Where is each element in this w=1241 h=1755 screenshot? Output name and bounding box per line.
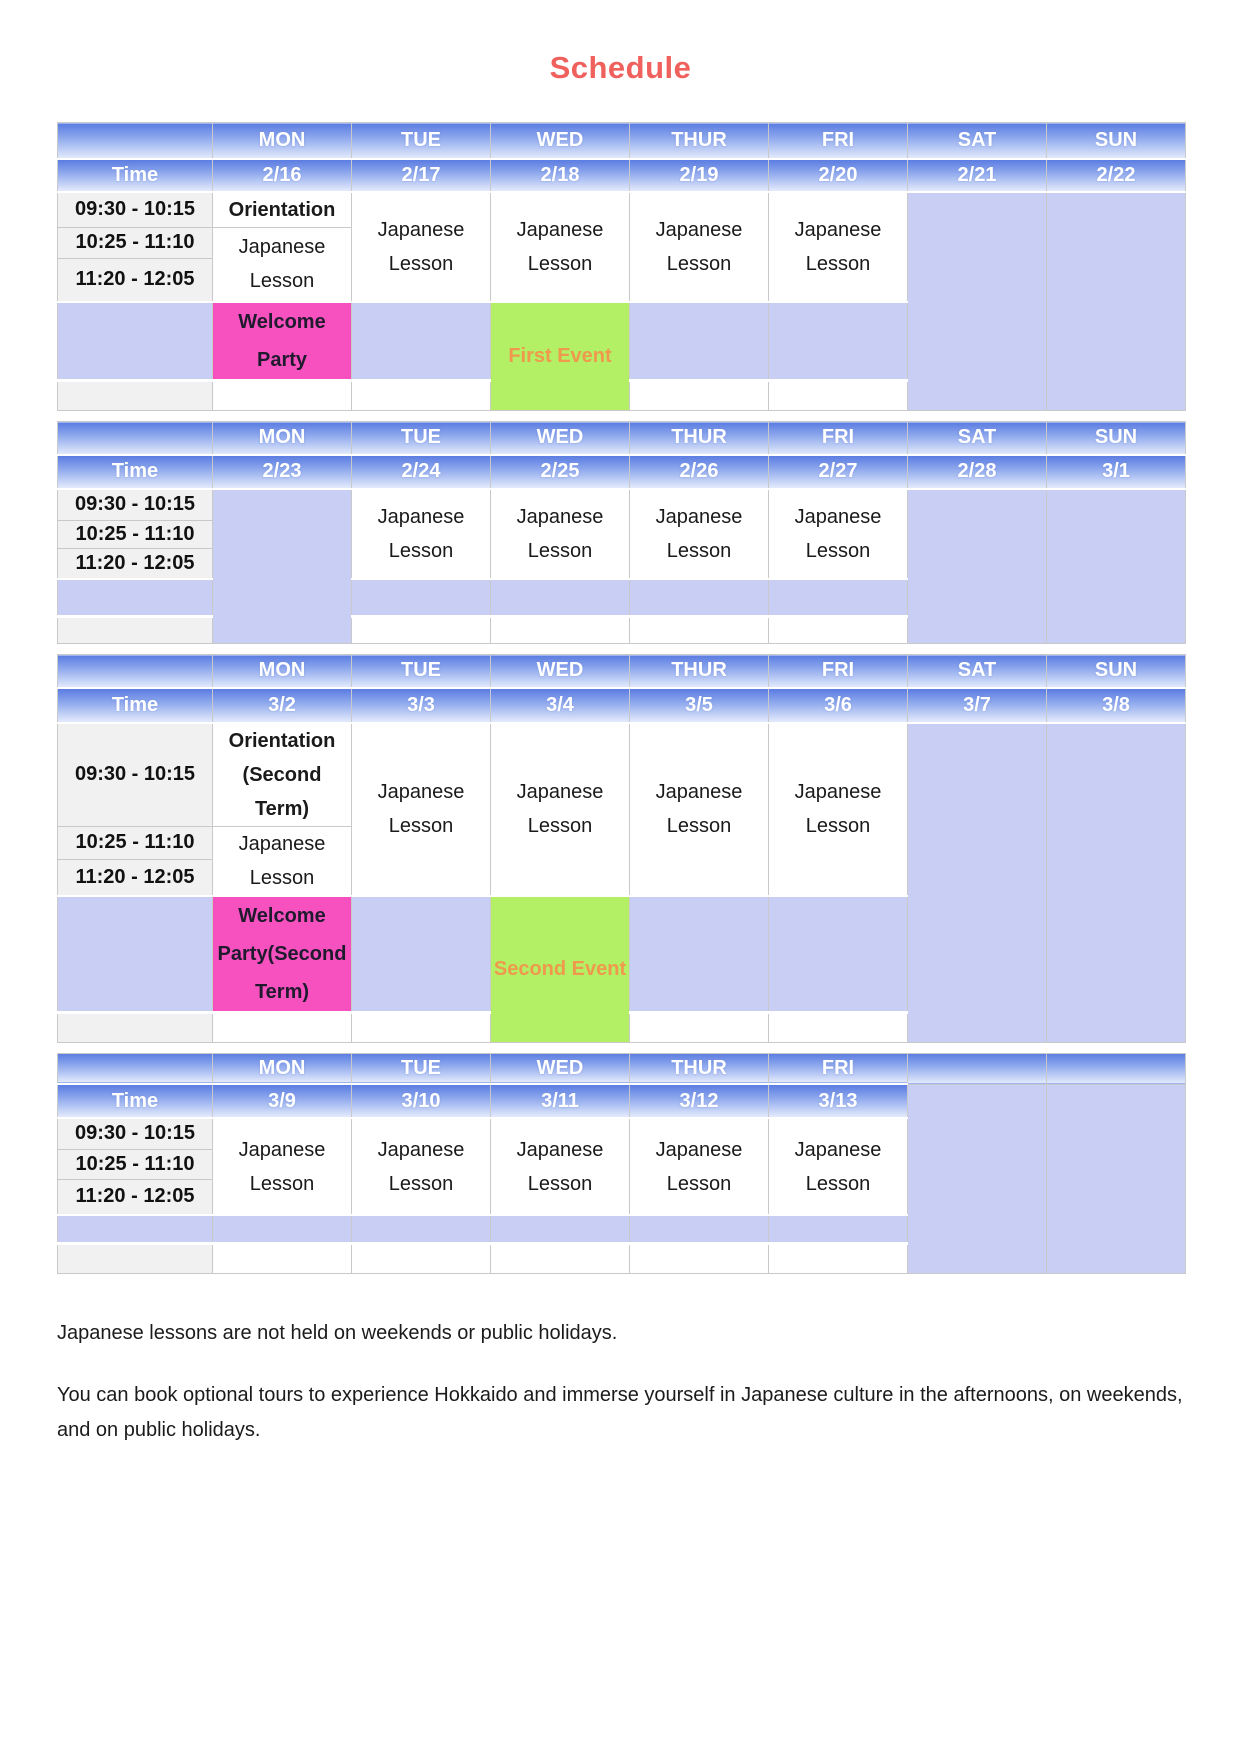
empty-cell xyxy=(213,1012,352,1042)
corner-cell xyxy=(58,655,213,688)
time-header-cell: Time xyxy=(58,1084,213,1118)
afternoon-cell xyxy=(58,302,213,381)
time-slot-cell: 09:30 - 10:15 xyxy=(58,489,213,521)
empty-cell xyxy=(213,1243,352,1273)
time-slot-cell: 10:25 - 11:10 xyxy=(58,1149,213,1179)
day-header-cell: MON xyxy=(213,655,352,688)
day-header-cell: SAT xyxy=(908,123,1047,159)
orientation-cell: Orientation (Second Term) xyxy=(213,723,352,827)
date-header-cell: 2/25 xyxy=(491,455,630,489)
afternoon-cell xyxy=(58,1215,213,1243)
date-header-cell: 3/1 xyxy=(1047,455,1186,489)
day-header-cell: MON xyxy=(213,123,352,159)
time-header-cell: Time xyxy=(58,455,213,489)
day-header-cell: MON xyxy=(213,422,352,455)
empty-cell xyxy=(769,617,908,644)
empty-cell xyxy=(213,381,352,411)
afternoon-cell xyxy=(630,579,769,617)
lesson-cell: Japanese Lesson xyxy=(491,192,630,303)
date-header-cell: 2/21 xyxy=(908,159,1047,192)
second-event-cell: Second Event xyxy=(491,896,630,1043)
date-header-cell: 2/16 xyxy=(213,159,352,192)
afternoon-cell xyxy=(352,579,491,617)
lesson-cell: Japanese Lesson xyxy=(769,723,908,896)
date-header-cell: 3/13 xyxy=(769,1084,908,1118)
holiday-cell-sun xyxy=(1047,192,1186,411)
day-header-cell: WED xyxy=(491,123,630,159)
holiday-cell-sun xyxy=(1047,489,1186,644)
lesson-cell: Japanese Lesson xyxy=(491,489,630,579)
empty-cell xyxy=(491,617,630,644)
time-header-cell: Time xyxy=(58,688,213,723)
day-header-cell: FRI xyxy=(769,1053,908,1084)
day-header-cell: THUR xyxy=(630,123,769,159)
date-header-cell: 2/26 xyxy=(630,455,769,489)
orientation-cell: Orientation xyxy=(213,192,352,228)
date-header-cell: 2/19 xyxy=(630,159,769,192)
afternoon-cell xyxy=(769,302,908,381)
afternoon-cell xyxy=(769,896,908,1013)
day-header-cell: TUE xyxy=(352,1053,491,1084)
holiday-cell-sat xyxy=(908,1084,1047,1273)
empty-cell xyxy=(491,1243,630,1273)
day-header-cell: SAT xyxy=(908,655,1047,688)
day-header-cell: WED xyxy=(491,422,630,455)
corner-cell xyxy=(58,1053,213,1084)
empty-time-cell xyxy=(58,1243,213,1273)
lesson-cell: Japanese Lesson xyxy=(630,489,769,579)
afternoon-cell xyxy=(352,302,491,381)
day-header-cell-empty xyxy=(908,1053,1047,1084)
date-header-cell: 2/27 xyxy=(769,455,908,489)
date-header-cell: 3/8 xyxy=(1047,688,1186,723)
empty-cell xyxy=(352,1243,491,1273)
day-header-cell: WED xyxy=(491,1053,630,1084)
first-event-cell: First Event xyxy=(491,302,630,411)
empty-cell xyxy=(769,1243,908,1273)
holiday-cell-sat xyxy=(908,489,1047,644)
empty-cell xyxy=(630,381,769,411)
day-header-cell: MON xyxy=(213,1053,352,1084)
holiday-cell-mon xyxy=(213,489,352,644)
corner-cell xyxy=(58,123,213,159)
time-slot-cell: 09:30 - 10:15 xyxy=(58,1118,213,1149)
lesson-cell: Japanese Lesson xyxy=(352,192,491,303)
empty-cell xyxy=(352,1012,491,1042)
week-3-table xyxy=(57,654,1186,1043)
time-slot-cell: 09:30 - 10:15 xyxy=(58,192,213,228)
date-header-cell: 2/17 xyxy=(352,159,491,192)
lesson-cell: Japanese Lesson xyxy=(213,1118,352,1215)
time-slot-cell: 10:25 - 11:10 xyxy=(58,227,213,258)
date-header-cell: 3/11 xyxy=(491,1084,630,1118)
date-header-cell: 2/22 xyxy=(1047,159,1186,192)
lesson-cell: Japanese Lesson xyxy=(630,723,769,896)
week-4-table xyxy=(57,1053,1186,1274)
time-slot-cell: 11:20 - 12:05 xyxy=(58,859,213,895)
date-header-cell: 3/7 xyxy=(908,688,1047,723)
date-header-cell: 3/4 xyxy=(491,688,630,723)
holiday-cell-sun xyxy=(1047,723,1186,1043)
date-header-cell: 2/23 xyxy=(213,455,352,489)
day-header-cell: FRI xyxy=(769,422,908,455)
empty-time-cell xyxy=(58,381,213,411)
time-slot-cell: 10:25 - 11:10 xyxy=(58,826,213,859)
afternoon-cell xyxy=(630,302,769,381)
day-header-cell: TUE xyxy=(352,123,491,159)
time-slot-cell: 10:25 - 11:10 xyxy=(58,521,213,549)
date-header-cell: 3/5 xyxy=(630,688,769,723)
afternoon-cell xyxy=(352,1215,491,1243)
afternoon-cell xyxy=(352,896,491,1013)
afternoon-cell xyxy=(58,579,213,617)
day-header-cell: THUR xyxy=(630,655,769,688)
afternoon-cell xyxy=(213,1215,352,1243)
day-header-cell: SUN xyxy=(1047,422,1186,455)
day-header-cell: SUN xyxy=(1047,123,1186,159)
time-slot-cell: 11:20 - 12:05 xyxy=(58,258,213,302)
empty-cell xyxy=(352,617,491,644)
note-optional-tours: You can book optional tours to experience Hokkaido and immerse yourself in Japanese culture in the afternoons, on weekends, and on public holidays. xyxy=(57,1383,1183,1441)
afternoon-cell xyxy=(491,1215,630,1243)
afternoon-cell xyxy=(630,1215,769,1243)
empty-cell xyxy=(769,381,908,411)
day-header-cell: THUR xyxy=(630,422,769,455)
afternoon-cell xyxy=(58,896,213,1013)
empty-cell xyxy=(352,381,491,411)
lesson-cell: Japanese Lesson xyxy=(769,192,908,303)
date-header-cell: 2/18 xyxy=(491,159,630,192)
time-slot-cell: 09:30 - 10:15 xyxy=(58,723,213,827)
lesson-cell: Japanese Lesson xyxy=(769,489,908,579)
lesson-cell: Japanese Lesson xyxy=(352,1118,491,1215)
time-header-cell: Time xyxy=(58,159,213,192)
holiday-cell-sat xyxy=(908,723,1047,1043)
day-header-cell: FRI xyxy=(769,655,908,688)
date-header-cell: 2/20 xyxy=(769,159,908,192)
day-header-cell-empty xyxy=(1047,1053,1186,1084)
afternoon-cell xyxy=(630,896,769,1013)
note-lessons-weekends: Japanese lessons are not held on weekends or public holidays. xyxy=(57,1321,618,1344)
day-header-cell: SAT xyxy=(908,422,1047,455)
week-2-table xyxy=(57,421,1186,644)
lesson-cell: Japanese Lesson xyxy=(213,826,352,896)
time-slot-cell: 11:20 - 12:05 xyxy=(58,1179,213,1215)
day-header-cell: SUN xyxy=(1047,655,1186,688)
empty-cell xyxy=(630,1243,769,1273)
welcome-party-cell: Welcome Party(Second Term) xyxy=(213,896,352,1013)
day-header-cell: THUR xyxy=(630,1053,769,1084)
afternoon-cell xyxy=(491,579,630,617)
date-header-cell: 3/3 xyxy=(352,688,491,723)
lesson-cell: Japanese Lesson xyxy=(630,192,769,303)
lesson-cell: Japanese Lesson xyxy=(630,1118,769,1215)
date-header-cell: 3/6 xyxy=(769,688,908,723)
lesson-cell: Japanese Lesson xyxy=(213,227,352,302)
lesson-cell: Japanese Lesson xyxy=(769,1118,908,1215)
holiday-cell-sat xyxy=(908,192,1047,411)
footer-notes xyxy=(57,1316,1184,1448)
time-slot-cell: 11:20 - 12:05 xyxy=(58,549,213,579)
day-header-cell: TUE xyxy=(352,422,491,455)
date-header-cell: 2/24 xyxy=(352,455,491,489)
schedule-title: Schedule xyxy=(549,50,692,85)
empty-time-cell xyxy=(58,1012,213,1042)
week-1-table xyxy=(57,122,1186,411)
day-header-cell: TUE xyxy=(352,655,491,688)
day-header-cell: FRI xyxy=(769,123,908,159)
date-header-cell: 3/9 xyxy=(213,1084,352,1118)
date-header-cell: 3/10 xyxy=(352,1084,491,1118)
empty-cell xyxy=(630,1012,769,1042)
lesson-cell: Japanese Lesson xyxy=(352,723,491,896)
afternoon-cell xyxy=(769,1215,908,1243)
date-header-cell: 2/28 xyxy=(908,455,1047,489)
date-header-cell: 3/12 xyxy=(630,1084,769,1118)
lesson-cell: Japanese Lesson xyxy=(491,1118,630,1215)
afternoon-cell xyxy=(769,579,908,617)
corner-cell xyxy=(58,422,213,455)
lesson-cell: Japanese Lesson xyxy=(491,723,630,896)
empty-cell xyxy=(630,617,769,644)
empty-time-cell xyxy=(58,617,213,644)
welcome-party-cell: Welcome Party xyxy=(213,302,352,381)
holiday-cell-sun xyxy=(1047,1084,1186,1273)
day-header-cell: WED xyxy=(491,655,630,688)
lesson-cell: Japanese Lesson xyxy=(352,489,491,579)
date-header-cell: 3/2 xyxy=(213,688,352,723)
empty-cell xyxy=(769,1012,908,1042)
